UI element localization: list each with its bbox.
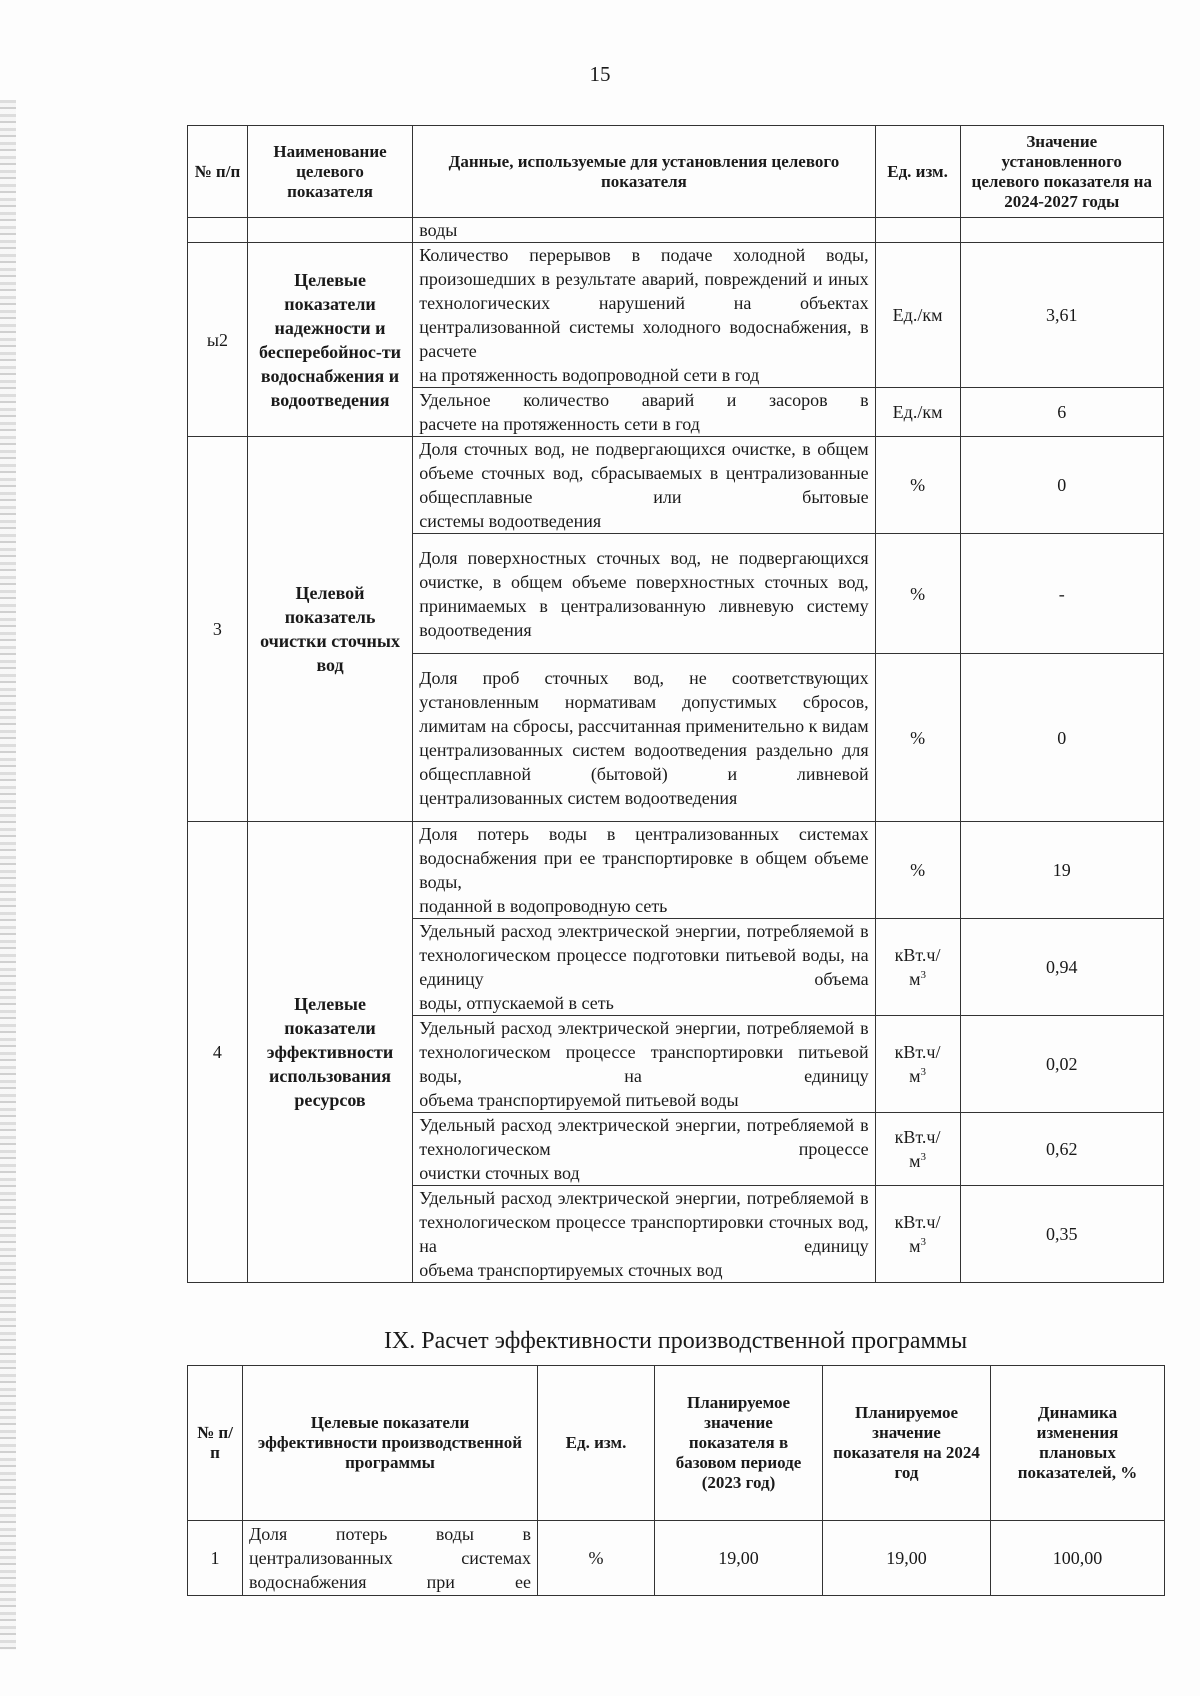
continuation-row [188,218,1164,243]
row-name: Доля потерь воды в централизованных системах водоснабжения при ее [243,1521,538,1596]
page-number: 15 [589,62,611,86]
indicator-value: - [960,534,1164,654]
indicator-unit: кВт.ч/ $м^3$ [875,1186,960,1283]
indicator-value: 6 [960,388,1164,437]
table-row [188,822,1164,919]
indicator-value: 0,02 [960,1016,1164,1113]
header-unit: Ед. изм. [875,126,960,218]
indicator-value: 19 [960,822,1164,919]
scan-edge [0,100,16,1650]
indicator-unit: % [875,654,960,822]
indicator-data: Удельный расход электрической энергии, потребляемой в технологическом процессе транспортировки питьевой воды, на единицу объема транспортируемой питьевой воды [413,1016,875,1113]
header-name: Целевые показатели эффективности производственной программы [243,1366,538,1521]
row-unit: % [538,1521,655,1596]
group-name: Целевые показатели эффективности использования ресурсов [247,822,412,1283]
table-row [188,1521,1165,1596]
row-plan: 19,00 [823,1521,991,1596]
indicator-value: 0 [960,437,1164,534]
table2-header-row [188,1366,1165,1521]
efficiency-table [187,1365,1165,1596]
indicator-value: 0 [960,654,1164,822]
indicator-unit: кВт.ч/ $м^3$ [875,1113,960,1186]
indicator-data: Доля потерь воды в централизованных системах водоснабжения при ее транспортировке в общем объеме воды, поданной в водопроводную сеть [413,822,875,919]
table1-header-row [188,126,1164,218]
indicator-unit: кВт.ч/ $м^3$ [875,919,960,1016]
indicator-data: Удельный расход электрической энергии, потребляемой в технологическом процессе транспортировки сточных вод, на единицу объема транспортируемых сточных вод [413,1186,875,1283]
header-base: Планируемое значение показателя в базовом периоде (2023 год) [655,1366,823,1521]
header-num: № п/п [188,1366,243,1521]
indicator-data: Удельное количество аварий и засоров в расчете на протяженность сети в год [413,388,875,437]
group-num: 4 [188,822,248,1283]
indicator-data: Доля поверхностных сточных вод, не подвергающихся очистке, в общем объеме поверхностных сточных вод, принимаемых в централизованную ливневую систему водоотведения [413,534,875,654]
indicator-value: 3,61 [960,243,1164,388]
row-num: 1 [188,1521,243,1596]
section-title: IX. Расчет эффективности производственной программы [383,1328,968,1354]
continuation-text: воды [413,218,875,243]
indicator-unit: % [875,822,960,919]
indicator-data: Количество перерывов в подаче холодной воды, произошедших в результате аварий, повреждений и иных технологических нарушений на объектах централизованной системы холодного водоснабжения, в расчете на протяженность водопроводной сети в год [413,243,875,388]
indicator-value: 0,62 [960,1113,1164,1186]
row-dynamics: 100,00 [991,1521,1165,1596]
target-indicators-table [187,125,1164,1283]
group-name: Целевой показатель очистки сточных вод [247,437,412,822]
group-num: 3 [188,437,248,822]
group-name: Целевые показатели надежности и бесперебойнос-ти водоснабжения и водоотведения [247,243,412,437]
indicator-unit: % [875,437,960,534]
header-dynamics: Динамика изменения плановых показателей, % [991,1366,1165,1521]
header-plan: Планируемое значение показателя на 2024 год [823,1366,991,1521]
indicator-unit: Ед./км [875,243,960,388]
indicator-unit: кВт.ч/ $м^3$ [875,1016,960,1113]
indicator-data: Удельный расход электрической энергии, потребляемой в технологическом процессе подготовки питьевой воды, на единицу объема воды, отпускаемой в сеть [413,919,875,1016]
table-row [188,437,1164,534]
indicator-data: Удельный расход электрической энергии, потребляемой в технологическом процессе очистки сточных вод [413,1113,875,1186]
header-value: Значение установленного целевого показателя на 2024-2027 годы [960,126,1164,218]
header-unit: Ед. изм. [538,1366,655,1521]
row-base: 19,00 [655,1521,823,1596]
header-data: Данные, используемые для установления целевого показателя [413,126,875,218]
group-num: ы2 [188,243,248,437]
indicator-unit: % [875,534,960,654]
header-name: Наименование целевого показателя [247,126,412,218]
indicator-unit: Ед./км [875,388,960,437]
indicator-data: Доля сточных вод, не подвергающихся очистке, в общем объеме сточных вод, сбрасываемых в централизованные общесплавные или бытовые системы водоотведения [413,437,875,534]
indicator-value: 0,94 [960,919,1164,1016]
indicator-value: 0,35 [960,1186,1164,1283]
header-num: № п/п [188,126,248,218]
indicator-data: Доля проб сточных вод, не соответствующих установленным нормативам допустимых сбросов, лимитам на сбросы, рассчитанная применительно к видам централизованных систем водоотведения раздельно для общесплавной (бытовой) и ливневой централизованных систем водоотведения [413,654,875,822]
table-row [188,243,1164,388]
